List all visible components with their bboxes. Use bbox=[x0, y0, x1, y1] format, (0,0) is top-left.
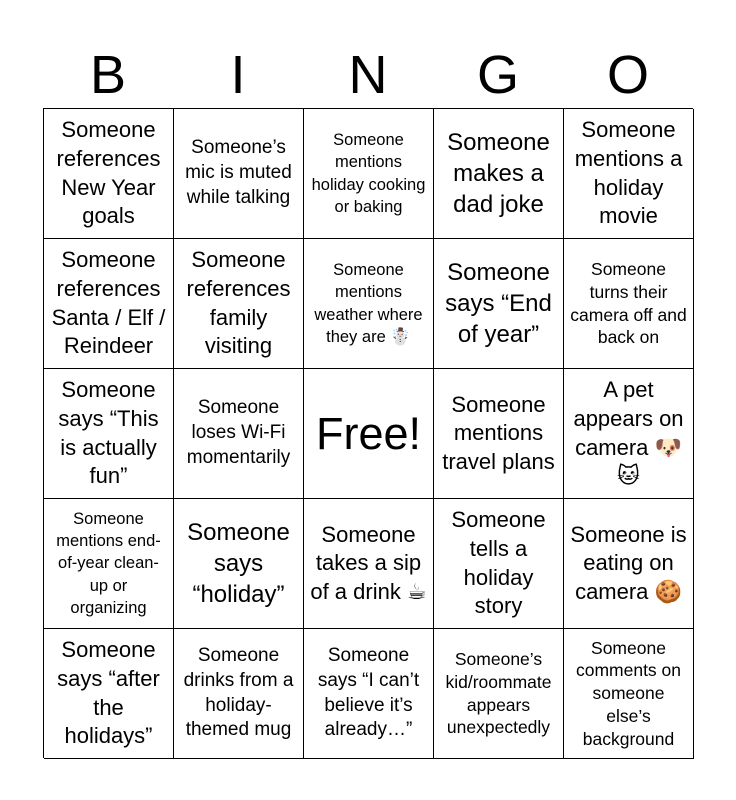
header-letter-b: B bbox=[89, 45, 127, 105]
cell-text: A pet appears on camera 🐶🐱 bbox=[573, 377, 684, 489]
bingo-cell[interactable] bbox=[174, 629, 304, 759]
cell-text: Someone mentions end-of-year clean-up or organizing bbox=[56, 509, 161, 617]
cell-text: Someone tells a holiday story bbox=[451, 507, 546, 619]
bingo-cell[interactable] bbox=[174, 239, 304, 369]
cell-text: Someone is eating on camera 🍪 bbox=[570, 521, 687, 604]
bingo-cell[interactable] bbox=[174, 499, 304, 629]
header-letter-o: O bbox=[606, 45, 649, 105]
cell-text: Someone says “I can’t believe it’s already…” bbox=[317, 645, 420, 741]
bingo-cell[interactable] bbox=[44, 629, 174, 759]
cell-text: Someone’s kid/roommate appears unexpectedly bbox=[445, 649, 552, 738]
header-letter-i: I bbox=[230, 45, 246, 105]
bingo-cell[interactable] bbox=[44, 369, 174, 499]
bingo-cell[interactable] bbox=[44, 239, 174, 369]
cell-text: Someone drinks from a holiday-themed mug bbox=[183, 645, 294, 741]
bingo-cell[interactable] bbox=[304, 499, 434, 629]
cell-text: Someone says “after the holidays” bbox=[57, 637, 160, 749]
cell-text: Someone mentions holiday cooking or baking bbox=[311, 130, 426, 216]
bingo-cell[interactable] bbox=[564, 369, 694, 499]
cell-text: Someone comments on someone else’s background bbox=[575, 637, 682, 749]
bingo-cell[interactable] bbox=[434, 629, 564, 759]
bingo-cell[interactable] bbox=[44, 109, 174, 239]
cell-text: Free! bbox=[315, 407, 422, 459]
bingo-cell[interactable] bbox=[304, 109, 434, 239]
cell-text: Someone takes a sip of a drink ☕ bbox=[310, 521, 427, 604]
bingo-cell[interactable] bbox=[564, 109, 694, 239]
bingo-cell[interactable] bbox=[564, 239, 694, 369]
cell-text: Someone turns their camera off and back on bbox=[570, 259, 687, 348]
cell-text: Someone mentions a holiday movie bbox=[574, 117, 683, 229]
cell-text: Someone says “This is actually fun” bbox=[58, 377, 159, 489]
bingo-cell[interactable] bbox=[174, 369, 304, 499]
cell-text: Someone says “holiday” bbox=[187, 518, 290, 609]
bingo-cell[interactable] bbox=[564, 499, 694, 629]
bingo-cell[interactable] bbox=[304, 239, 434, 369]
bingo-cell[interactable] bbox=[434, 239, 564, 369]
free-space[interactable] bbox=[304, 369, 434, 499]
bingo-cell[interactable] bbox=[434, 499, 564, 629]
bingo-board bbox=[43, 108, 693, 758]
header-letter-g: G bbox=[476, 45, 519, 105]
cell-text: Someone mentions weather where they are ☃️ bbox=[314, 260, 423, 346]
cell-text: Someone references Santa / Elf / Reindeer bbox=[51, 247, 166, 359]
bingo-cell[interactable] bbox=[434, 369, 564, 499]
bingo-header bbox=[43, 42, 693, 108]
cell-text: Someone makes a dad joke bbox=[447, 128, 550, 219]
cell-text: Someone loses Wi-Fi momentarily bbox=[186, 397, 291, 468]
cell-text: Someone references New Year goals bbox=[56, 117, 161, 229]
cell-text: Someone’s mic is muted while talking bbox=[185, 137, 292, 208]
bingo-cell[interactable] bbox=[434, 109, 564, 239]
bingo-cell[interactable] bbox=[174, 109, 304, 239]
cell-text: Someone says “End of year” bbox=[445, 258, 552, 349]
bingo-cell[interactable] bbox=[304, 629, 434, 759]
bingo-cell[interactable] bbox=[44, 499, 174, 629]
header-letter-n: N bbox=[348, 45, 388, 105]
bingo-cell[interactable] bbox=[564, 629, 694, 759]
cell-text: Someone mentions travel plans bbox=[442, 391, 555, 474]
cell-text: Someone references family visiting bbox=[186, 247, 291, 359]
